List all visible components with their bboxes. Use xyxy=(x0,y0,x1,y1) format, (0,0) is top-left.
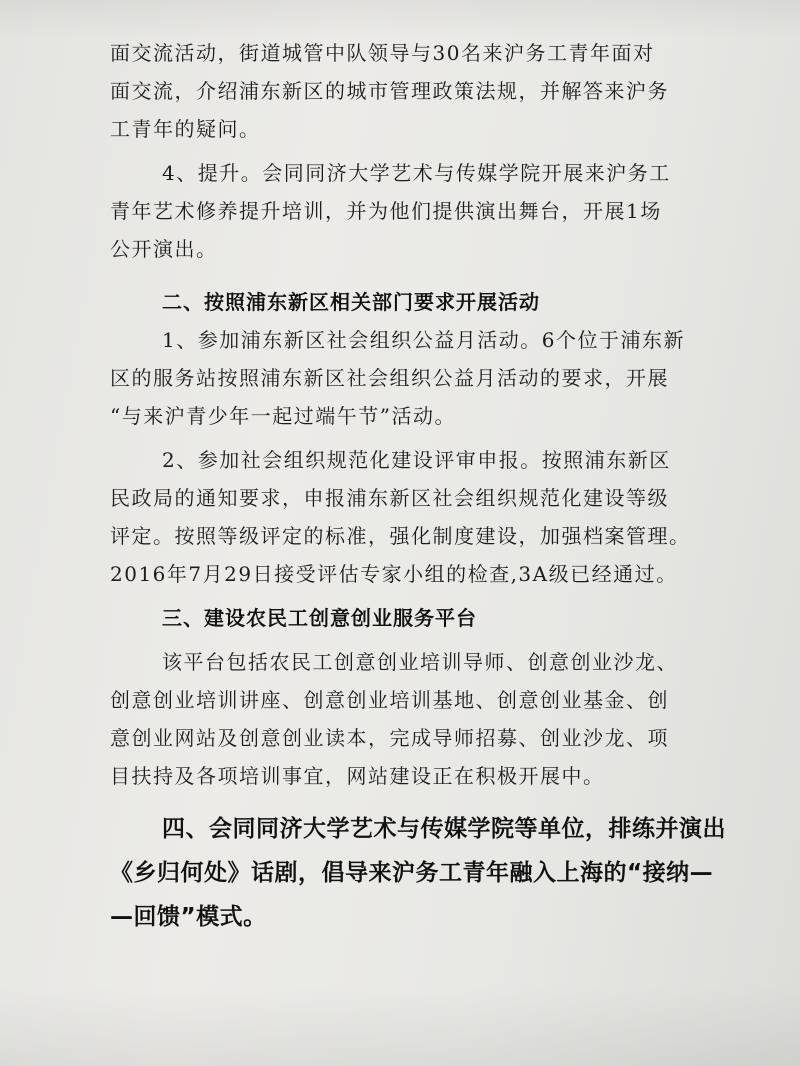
paragraph-line: 民政局的通知要求，申报浦东新区社会组织规范化建设等级 xyxy=(110,486,669,510)
paragraph-line: 评定。按照等级评定的标准，强化制度建设，加强档案管理。 xyxy=(110,524,691,548)
paper-shadow-bottom xyxy=(0,986,800,1066)
paragraph-line: 2、参加社会组织规范化建设评审申报。按照浦东新区 xyxy=(162,448,671,472)
paragraph-line: “与来沪青少年一起过端午节”活动。 xyxy=(110,404,456,428)
paragraph-line: 区的服务站按照浦东新区社会组织公益月活动的要求，开展 xyxy=(110,366,669,390)
paragraph-line: 面交流活动，街道城管中队领导与30名来沪务工青年面对 xyxy=(110,41,655,65)
paragraph-line: 面交流，介绍浦东新区的城市管理政策法规，并解答来沪务 xyxy=(110,79,669,103)
paragraph-line: 目扶持及各项培训事宜，网站建设正在积极开展中。 xyxy=(110,764,605,788)
paragraph-line: 4、提升。会同同济大学艺术与传媒学院开展来沪务工 xyxy=(162,161,671,185)
document-body xyxy=(110,34,726,936)
paragraph-line: 1、参加浦东新区社会组织公益月活动。6个位于浦东新 xyxy=(162,328,685,352)
section-heading: 三、建设农民工创意创业服务平台 xyxy=(162,606,477,630)
paragraph-line: 工青年的疑问。 xyxy=(110,117,261,141)
section-heading-continued: —回馈”模式。 xyxy=(110,904,267,930)
section-heading: 二、按照浦东新区相关部门要求开展活动 xyxy=(162,290,540,314)
paragraph-line: 公开演出。 xyxy=(110,237,218,261)
paragraph-line: 意创业网站及创意创业读本，完成导师招募、创业沙龙、项 xyxy=(110,726,669,750)
section-heading-continued: 《乡归何处》话剧，倡导来沪务工青年融入上海的“接纳— xyxy=(110,860,714,886)
paragraph-line: 创意创业培训讲座、创意创业培训基地、创意创业基金、创 xyxy=(110,688,669,712)
paragraph-line: 青年艺术修养提升培训，并为他们提供演出舞台，开展1场 xyxy=(110,199,662,223)
section-heading: 四、会同同济大学艺术与传媒学院等单位，排练并演出 xyxy=(162,816,726,842)
paragraph-line: 2016年7月29日接受评估专家小组的检查,3A级已经通过。 xyxy=(110,562,678,586)
paragraph-line: 该平台包括农民工创意创业培训导师、创意创业沙龙、 xyxy=(162,650,678,674)
